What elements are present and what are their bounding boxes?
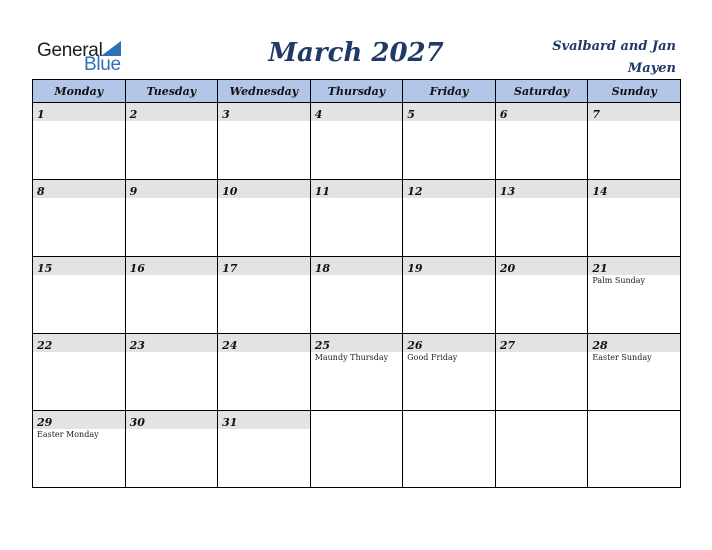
day-number-bar: [218, 257, 310, 275]
day-cell: [495, 411, 588, 488]
day-cell: [218, 180, 311, 257]
weekday-header: Monday: [33, 80, 126, 103]
holiday-label: Maundy Thursday: [314, 353, 389, 362]
day-cell: [403, 103, 496, 180]
holiday-label: [33, 352, 125, 353]
day-cell: [125, 180, 218, 257]
holiday-label: [403, 121, 495, 122]
day-number-bar: [403, 257, 495, 275]
day-number: 27: [499, 339, 516, 352]
day-number-bar: [496, 103, 588, 121]
holiday-label: [588, 198, 680, 199]
logo: [37, 38, 127, 74]
holiday-label: [218, 198, 310, 199]
day-number: 12: [407, 185, 423, 198]
day-number-bar: [403, 334, 495, 352]
holiday-label: [588, 121, 680, 122]
day-cell: [588, 334, 681, 411]
holiday-label: [496, 121, 588, 122]
weekday-header: Thursday: [310, 80, 403, 103]
day-cell: [310, 180, 403, 257]
day-number-bar: [218, 180, 310, 198]
holiday-label: [126, 352, 218, 353]
day-cell: [310, 411, 403, 488]
holiday-label: [218, 275, 310, 276]
day-number-bar: [33, 180, 125, 198]
weekday-header: Saturday: [495, 80, 588, 103]
day-number: 6: [499, 108, 508, 121]
day-number: 7: [592, 108, 601, 121]
day-number: 10: [222, 185, 238, 198]
day-number: 13: [499, 185, 516, 198]
day-cell: [588, 411, 681, 488]
day-cell: [310, 334, 403, 411]
day-number-bar: [588, 180, 680, 198]
day-number-bar: [218, 334, 310, 352]
week-row: [33, 180, 681, 257]
day-cell: [495, 257, 588, 334]
day-number: 30: [129, 416, 145, 429]
holiday-label: [311, 198, 403, 199]
day-number-bar: [33, 411, 125, 429]
day-cell: [33, 103, 126, 180]
holiday-label: [403, 198, 495, 199]
day-number-bar: [126, 257, 218, 275]
day-number-bar: [126, 334, 218, 352]
day-cell: [588, 180, 681, 257]
holiday-label: [403, 275, 495, 276]
day-number: 24: [222, 339, 238, 352]
week-row: [33, 334, 681, 411]
holiday-label: [218, 352, 310, 353]
day-cell: [218, 257, 311, 334]
day-cell: [125, 257, 218, 334]
day-cell: [310, 103, 403, 180]
day-number-bar: [218, 103, 310, 121]
day-number-bar: [126, 180, 218, 198]
day-number: 2: [129, 108, 138, 121]
day-number: 23: [129, 339, 145, 352]
day-number-bar: [33, 257, 125, 275]
day-number: 3: [222, 108, 230, 121]
day-number-bar: [403, 103, 495, 121]
holiday-label: [218, 121, 310, 122]
holiday-label: [496, 198, 588, 199]
week-row: [33, 103, 681, 180]
day-number-bar: [496, 334, 588, 352]
day-number-bar: [588, 103, 680, 121]
page-title: March 2027: [268, 38, 444, 68]
day-number-bar: [496, 257, 588, 275]
day-cell: [588, 257, 681, 334]
day-number: 14: [592, 185, 608, 198]
week-row: [33, 257, 681, 334]
day-number: 20: [499, 262, 516, 275]
day-number-bar: [311, 180, 403, 198]
day-number: 16: [129, 262, 145, 275]
day-cell: [495, 180, 588, 257]
day-number: 1: [37, 108, 45, 121]
day-cell: [403, 411, 496, 488]
day-number-bar: [311, 103, 403, 121]
day-number-bar: [311, 334, 403, 352]
holiday-label: [311, 275, 403, 276]
holiday-label: [126, 275, 218, 276]
day-number-bar: [218, 411, 310, 429]
day-number-bar: [126, 411, 218, 429]
day-number: 15: [37, 262, 53, 275]
holiday-label: [126, 198, 218, 199]
day-cell: [33, 334, 126, 411]
day-number-bar: [33, 334, 125, 352]
logo-general-text: General: [37, 40, 103, 61]
holiday-label: [33, 198, 125, 199]
region-name: Svalbard and Jan Mayen: [552, 39, 676, 76]
logo-blue-text: Blue: [84, 54, 121, 75]
holiday-label: [496, 275, 588, 276]
weekday-header-row: [33, 80, 681, 103]
day-cell: [588, 103, 681, 180]
day-cell: [33, 411, 126, 488]
weekday-header: Friday: [403, 80, 496, 103]
day-cell: [403, 180, 496, 257]
holiday-label: [496, 352, 588, 353]
day-number: 21: [592, 262, 608, 275]
day-number: 26: [407, 339, 423, 352]
holiday-label: [33, 121, 125, 122]
day-cell: [33, 180, 126, 257]
day-number-bar: [33, 103, 125, 121]
week-row: [33, 411, 681, 488]
day-cell: [218, 334, 311, 411]
day-number-bar: [496, 180, 588, 198]
day-number: 11: [314, 185, 330, 198]
day-cell: [218, 411, 311, 488]
day-number: 31: [222, 416, 238, 429]
calendar-grid: [32, 79, 681, 488]
day-number: 8: [37, 185, 45, 198]
day-number: 25: [314, 339, 330, 352]
day-number-bar: [311, 257, 403, 275]
day-number: 17: [222, 262, 238, 275]
day-cell: [33, 257, 126, 334]
day-cell: [403, 334, 496, 411]
day-number-bar: [403, 180, 495, 198]
weekday-header: Wednesday: [218, 80, 311, 103]
day-number: 28: [592, 339, 608, 352]
day-cell: [125, 334, 218, 411]
holiday-label: [218, 429, 310, 430]
weekday-header: Sunday: [588, 80, 681, 103]
holiday-label: Good Friday: [407, 353, 458, 362]
day-number: 4: [314, 108, 323, 121]
weekday-header: Tuesday: [125, 80, 218, 103]
day-number-bar: [588, 257, 680, 275]
day-number: 22: [37, 339, 53, 352]
day-number: 18: [314, 262, 330, 275]
day-cell: [125, 411, 218, 488]
holiday-label: [126, 429, 218, 430]
day-cell: [310, 257, 403, 334]
holiday-label: [33, 275, 125, 276]
day-number: 9: [129, 185, 138, 198]
day-number: 19: [407, 262, 423, 275]
day-cell: [495, 103, 588, 180]
day-number-bar: [126, 103, 218, 121]
holiday-label: Easter Sunday: [592, 353, 652, 362]
day-cell: [403, 257, 496, 334]
holiday-label: Palm Sunday: [592, 276, 646, 285]
day-number: 29: [37, 416, 53, 429]
holiday-label: Easter Monday: [37, 430, 99, 439]
holiday-label: [311, 121, 403, 122]
day-cell: [495, 334, 588, 411]
holiday-label: [126, 121, 218, 122]
day-cell: [125, 103, 218, 180]
day-cell: [218, 103, 311, 180]
day-number: 5: [407, 108, 415, 121]
day-number-bar: [588, 334, 680, 352]
